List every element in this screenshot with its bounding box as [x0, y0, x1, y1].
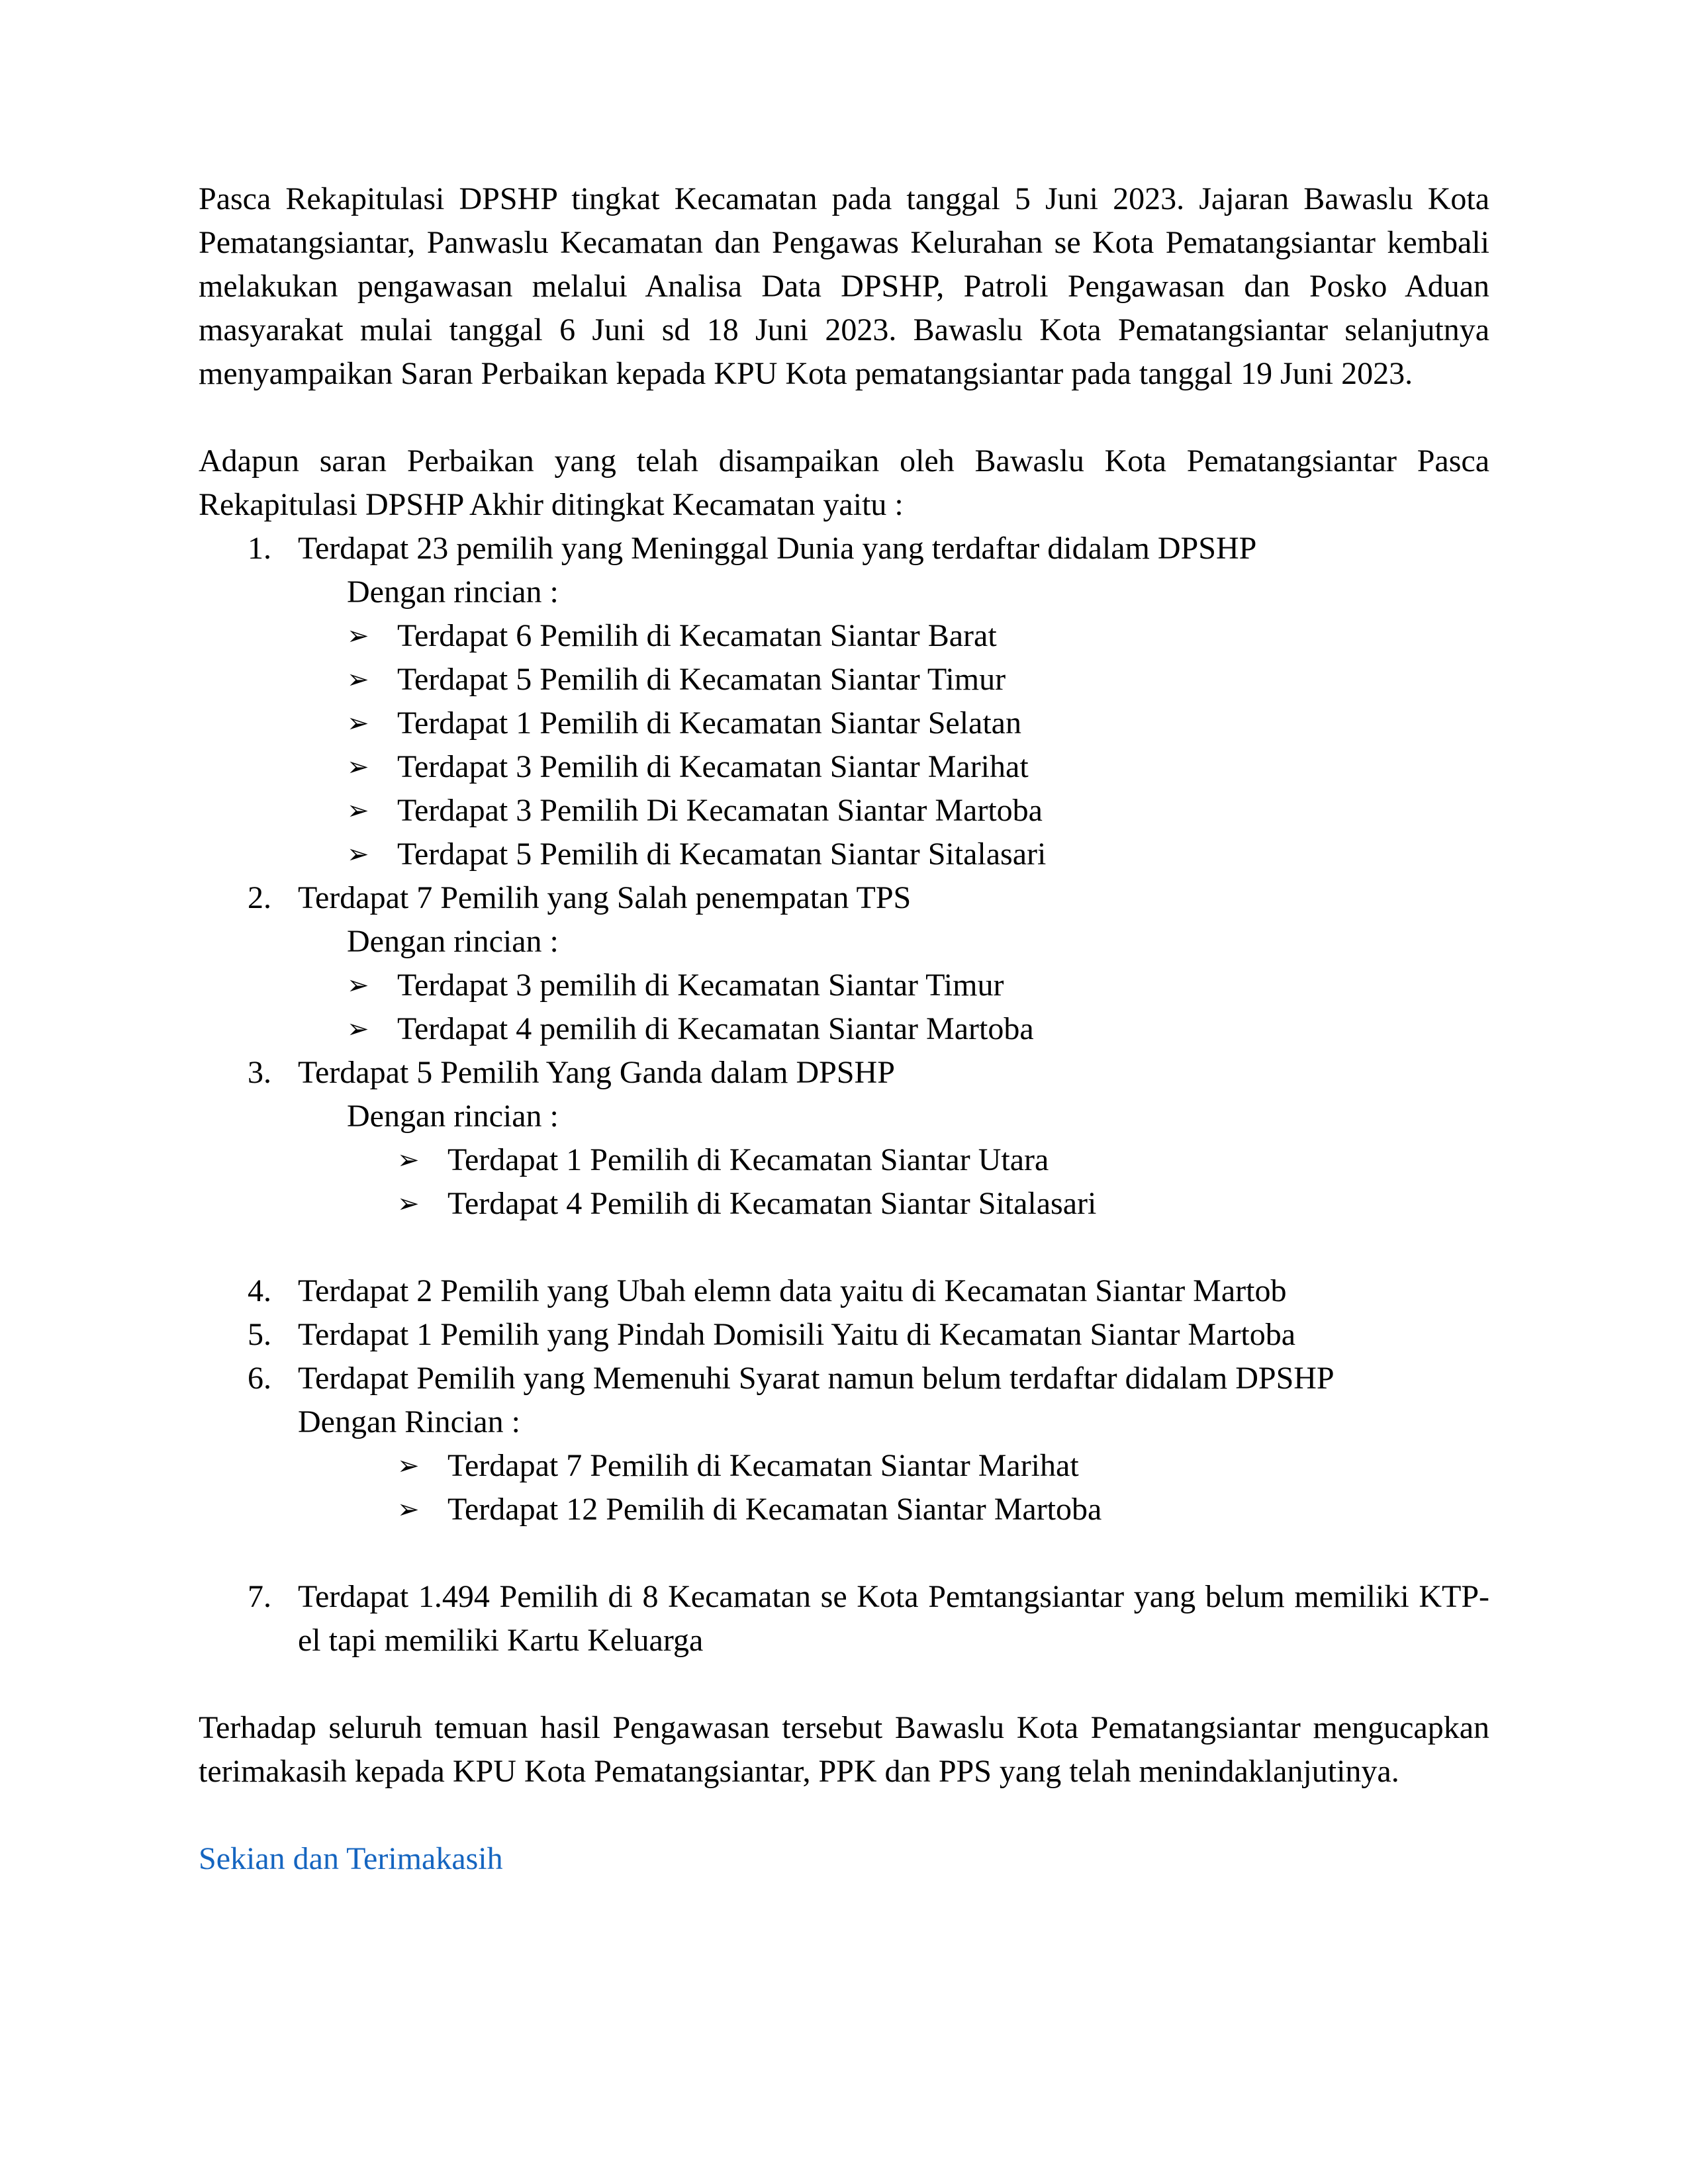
list-number: 3.: [248, 1055, 271, 1090]
detail-bullet: ➢ Terdapat 5 Pemilih di Kecamatan Siantar Timur: [199, 658, 1489, 702]
document-page: [199, 177, 1489, 1881]
detail-label: Dengan rincian :: [347, 1099, 559, 1134]
detail-bullet: ➢ Terdapat 6 Pemilih di Kecamatan Siantar Barat: [199, 614, 1489, 658]
detail-bullet: ➢ Terdapat 3 pemilih di Kecamatan Siantar Timur: [199, 964, 1489, 1007]
detail-bullets: [199, 1138, 1489, 1226]
detail-bullets: [199, 964, 1489, 1051]
list-number: 6.: [248, 1361, 271, 1396]
arrowhead-bullet-icon: ➢: [347, 752, 369, 782]
detail-bullet: ➢ Terdapat 1 Pemilih di Kecamatan Siantar Utara: [199, 1138, 1489, 1182]
list-item-text: Terdapat 1 Pemilih yang Pindah Domisili Yaitu di Kecamatan Siantar Martoba: [298, 1317, 1296, 1352]
lead-paragraph: Adapun saran Perbaikan yang telah disampaikan oleh Bawaslu Kota Pematangsiantar Pasca Rekapitulasi DPSHP Akhir ditingkat Kecamatan yaitu :: [199, 443, 1489, 522]
detail-bullet: ➢ Terdapat 3 Pemilih Di Kecamatan Siantar Martoba: [199, 789, 1489, 833]
detail-bullet: ➢ Terdapat 3 Pemilih di Kecamatan Siantar Marihat: [199, 745, 1489, 789]
spacer: [199, 1531, 1489, 1575]
list-number: 1.: [248, 531, 271, 566]
list-item-5: [199, 1313, 1489, 1357]
spacer: [199, 1226, 1489, 1269]
list-item-text: Terdapat 1.494 Pemilih di 8 Kecamatan se Kota Pemtangsiantar yang belum memiliki KTP-el tapi memiliki Kartu Keluarga: [298, 1579, 1489, 1658]
arrowhead-bullet-icon: ➢: [347, 1014, 369, 1044]
detail-bullet: ➢ Terdapat 7 Pemilih di Kecamatan Siantar Marihat: [199, 1444, 1489, 1488]
list-item-3: [199, 1051, 1489, 1095]
list-item-4: [199, 1269, 1489, 1313]
detail-bullet: ➢ Terdapat 12 Pemilih di Kecamatan Siantar Martoba: [199, 1488, 1489, 1531]
list-item-text: Terdapat Pemilih yang Memenuhi Syarat namun belum terdaftar didalam DPSHP: [298, 1361, 1335, 1396]
arrowhead-bullet-icon: ➢: [347, 664, 369, 694]
list-item-2: [199, 876, 1489, 920]
list-item-7: [199, 1575, 1489, 1662]
list-number: 2.: [248, 880, 271, 915]
arrowhead-bullet-icon: ➢: [347, 970, 369, 1000]
list-item-text: Terdapat 2 Pemilih yang Ubah elemn data yaitu di Kecamatan Siantar Martob: [298, 1273, 1287, 1308]
detail-bullets: [199, 614, 1489, 876]
detail-bullet: ➢ Terdapat 4 pemilih di Kecamatan Siantar Martoba: [199, 1007, 1489, 1051]
list-number: 7.: [248, 1579, 271, 1614]
list-item-text: Terdapat 5 Pemilih Yang Ganda dalam DPSHP: [298, 1055, 895, 1090]
arrowhead-bullet-icon: ➢: [397, 1189, 420, 1218]
arrowhead-bullet-icon: ➢: [397, 1145, 420, 1175]
arrowhead-bullet-icon: ➢: [347, 796, 369, 825]
signoff-text: Sekian dan Terimakasih: [199, 1841, 503, 1876]
detail-bullet: ➢ Terdapat 4 Pemilih di Kecamatan Siantar Sitalasari: [199, 1182, 1489, 1226]
closing-paragraph: Terhadap seluruh temuan hasil Pengawasan tersebut Bawaslu Kota Pematangsiantar mengucapkan terimakasih kepada KPU Kota Pematangsiantar, PPK dan PPS yang telah menindaklanjutinya.: [199, 1710, 1489, 1789]
detail-label: Dengan rincian :: [347, 924, 559, 959]
arrowhead-bullet-icon: ➢: [347, 708, 369, 738]
list-number: 5.: [248, 1317, 271, 1352]
intro-paragraph: Pasca Rekapitulasi DPSHP tingkat Kecamatan pada tanggal 5 Juni 2023. Jajaran Bawaslu Kota Pematangsiantar, Panwaslu Kecamatan dan Pengawas Kelurahan se Kota Pematangsiantar kembali melakukan pengawasan melalui Analisa Data DPSHP, Patroli Pengawasan dan Posko Aduan masyarakat mulai tanggal 6 Juni sd 18 Juni 2023. Bawaslu Kota Pematangsiantar selanjutnya menyampaikan Saran Perbaikan kepada KPU Kota pematangsiantar pada tanggal 19 Juni 2023.: [199, 181, 1489, 391]
detail-label: Dengan rincian :: [347, 574, 559, 610]
detail-bullet: ➢ Terdapat 1 Pemilih di Kecamatan Siantar Selatan: [199, 702, 1489, 745]
arrowhead-bullet-icon: ➢: [347, 839, 369, 869]
detail-bullet: ➢ Terdapat 5 Pemilih di Kecamatan Siantar Sitalasari: [199, 833, 1489, 876]
list-item-text: Terdapat 23 pemilih yang Meninggal Dunia yang terdaftar didalam DPSHP: [298, 531, 1257, 566]
arrowhead-bullet-icon: ➢: [397, 1494, 420, 1524]
detail-label: Dengan Rincian :: [298, 1404, 520, 1439]
list-item-6: [199, 1357, 1489, 1400]
list-item-text: Terdapat 7 Pemilih yang Salah penempatan TPS: [298, 880, 912, 915]
list-number: 4.: [248, 1273, 271, 1308]
arrowhead-bullet-icon: ➢: [397, 1451, 420, 1480]
findings-list: [199, 527, 1489, 1662]
arrowhead-bullet-icon: ➢: [347, 621, 369, 651]
detail-bullets: [199, 1444, 1489, 1531]
list-item-1: [199, 527, 1489, 570]
